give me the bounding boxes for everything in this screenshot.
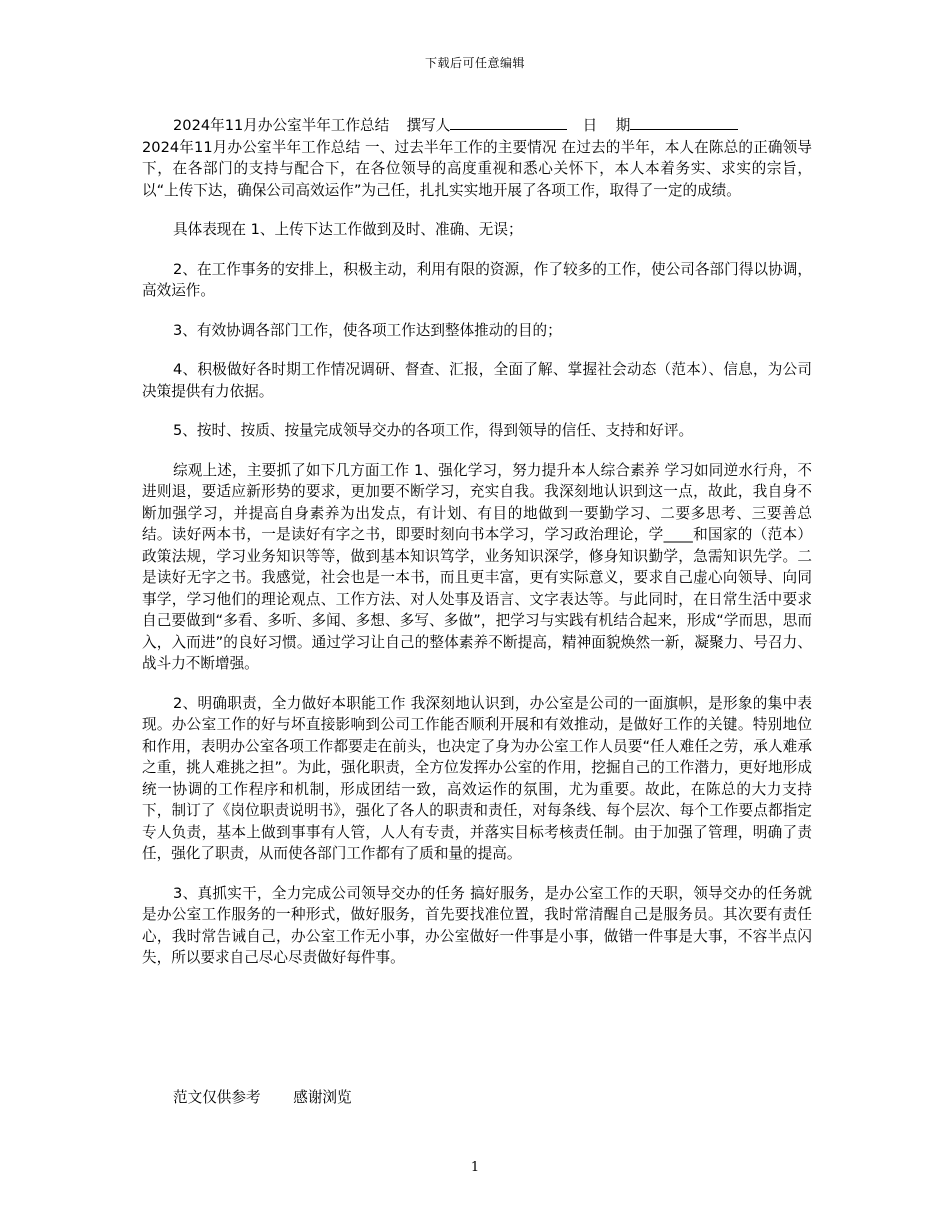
author-label: 撰写人 bbox=[406, 117, 451, 134]
paragraph: 3、真抓实干，全力完成公司领导交办的任务 搞好服务，是办公室工作的天职，领导交办的任务就是办公室工作服务的一种形式，做好服务，首先要找准位置，我时常清醒自己是服务员。其次要有责任心，我时常告诫自己，办公室工作无小事，办公室做好一件事是小事，做错一件事是大事，不容半点闪失，所以要求自己尽心尽责做好每件事。 bbox=[142, 884, 812, 966]
paragraph: 4、积极做好各时期工作情况调研、督查、汇报，全面了解、掌握社会动态（范本）、信息，为公司决策提供有力依据。 bbox=[142, 361, 812, 400]
document-body bbox=[142, 113, 812, 987]
date-label: 日 期 bbox=[582, 117, 631, 134]
thanks-note: 感谢浏览 bbox=[293, 1089, 352, 1106]
author-blank bbox=[450, 113, 567, 130]
paragraph: 综观上述，主要抓了如下几方面工作 1、强化学习，努力提升本人综合素养 学习如同逆水行舟，不进则退，要适应新形势的要求，更加要不断学习，充实自我。我深刻地认识到这一点，故此，我自身不断加强学习，并提高自身素养为出发点，有计划、有目的地做到一要勤学习、二要多思考、三要善总结。读好两本书，一是读好有字之书，即要时刻向书本学习，学习政治理论，学____和国家的（范本）政策法规，学习业务知识等等，做到基本知识笃学，业务知识深学，修身知识勤学，急需知识先学。二是读好无字之书。我感觉，社会也是一本书，而且更丰富，更有实际意义，要求自己虚心向领导、向同事学，学习他们的理论观点、工作方法、对人处事及语言、文字表达等。与此同时，在日常生活中要求自己要做到“多看、多听、多闻、多想、多写、多做”，把学习与实践有机结合起来，形成“学而思，思而入，入而进”的良好习惯。通过学习让自己的整体素养不断提高，精神面貌焕然一新，凝聚力、号召力、战斗力不断增强。 bbox=[142, 461, 812, 672]
paragraph: 2、在工作事务的安排上，积极主动，利用有限的资源，作了较多的工作，使公司各部门得以协调，高效运作。 bbox=[142, 260, 812, 299]
page-header: 下载后可任意编辑 bbox=[424, 56, 525, 70]
title-line bbox=[142, 113, 812, 137]
footer-note bbox=[173, 1086, 380, 1107]
intro-paragraph: 2024年11月办公室半年工作总结 一、过去半年工作的主要情况 在过去的半年，本人在陈总的正确领导下，在各部门的支持与配合下，在各位领导的高度重视和悉心关怀下，本人本着务实、求实的宗旨，以“上传下达，确保公司高效运作”为己任，扎扎实实地开展了各项工作，取得了一定的成绩。 bbox=[142, 138, 812, 199]
doc-title: 2024年11月办公室半年工作总结 bbox=[173, 117, 390, 134]
paragraph: 3、有效协调各部门工作，使各项工作达到整体推动的目的； bbox=[173, 321, 562, 339]
reference-note: 范文仅供参考 bbox=[173, 1089, 261, 1106]
paragraph: 5、按时、按质、按量完成领导交办的各项工作，得到领导的信任、支持和好评。 bbox=[173, 422, 694, 439]
page-number: 1 bbox=[470, 1160, 480, 1175]
date-blank bbox=[630, 113, 738, 130]
paragraph: 具体表现在 1、上传下达工作做到及时、准确、无误； bbox=[173, 221, 523, 238]
paragraph: 2、明确职责，全力做好本职能工作 我深刻地认识到，办公室是公司的一面旗帜，是形象的集中表现。办公室工作的好与坏直接影响到公司工作能否顺利开展和有效推动，是做好工作的关键。特别地位和作用，表明办公室各项工作都要走在前头，也决定了身为办公室工作人员要“任人难任之劳，承人难承之重，挑人难挑之担”。为此，强化职责，全方位发挥办公室的作用，挖掘自己的工作潜力，更好地形成统一协调的工作程序和机制，形成团结一致，高效运作的氛围，尤为重要。故此，在陈总的大力支持下，制订了《岗位职责说明书》，强化了各人的职责和责任，对每条线、每个层次、每个工作要点都指定专人负责，基本上做到事事有人管，人人有专责，并落实目标考核责任制。由于加强了管理，明确了责任，强化了职责，从而使各部门工作都有了质和量的提高。 bbox=[142, 694, 812, 862]
